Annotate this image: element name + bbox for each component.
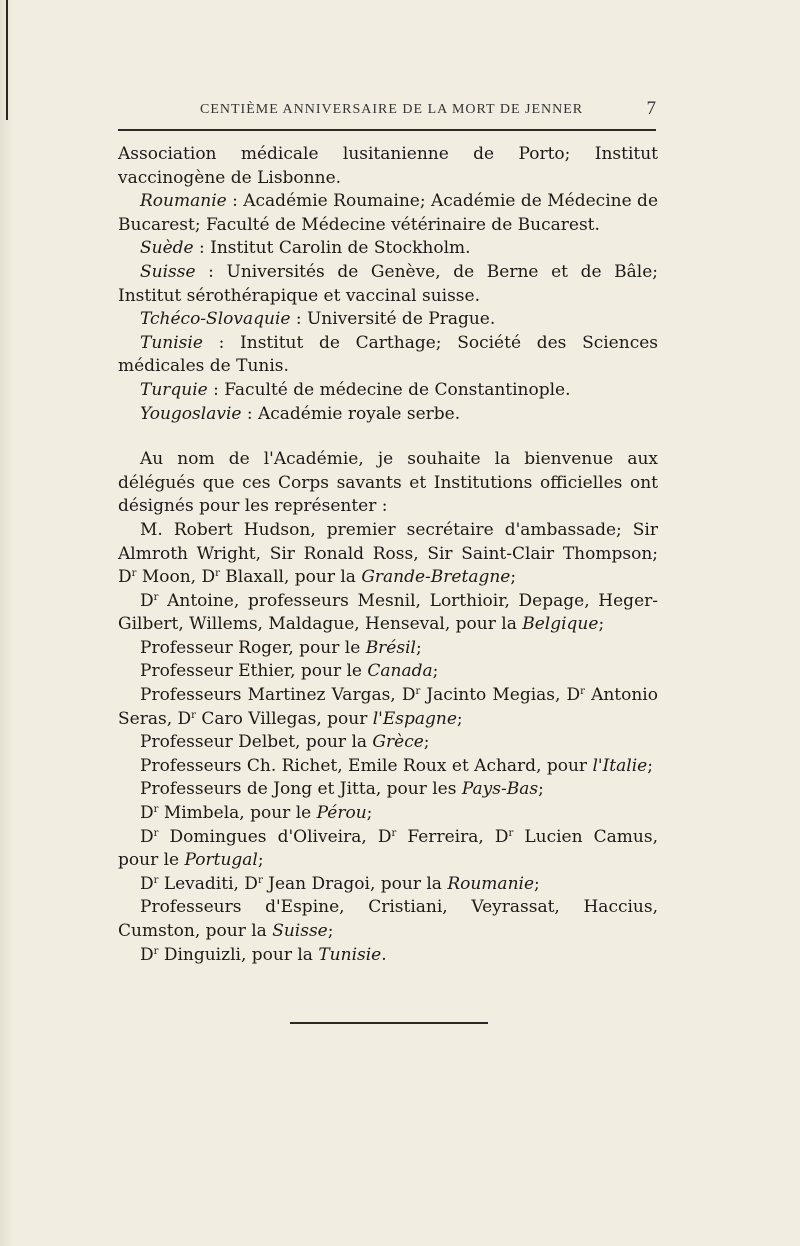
country-name: Belgique [522, 614, 599, 635]
body-text [118, 143, 658, 967]
country-name: Grande-Bretagne [361, 567, 511, 588]
country-name: Turquie [140, 379, 208, 400]
country-name: Suisse [140, 261, 196, 282]
country-name: Roumanie [140, 191, 227, 212]
country-name: l'Italie [592, 755, 648, 776]
paragraph: Association médicale lusitanienne de Porto; Institut vaccinogène de Lisbonne. [118, 144, 658, 188]
country-name: Brésil [365, 637, 416, 658]
intro-paragraph: Au nom de l'Académie, je souhaite la bienvenue aux délégués que ces Corps savants et Institutions officielles ont désignés pour les représenter : [118, 449, 658, 517]
country-name: Pérou [316, 803, 367, 824]
country-name: Tunisie [318, 944, 382, 965]
country-name: Canada [367, 661, 433, 682]
delegate-entry: M. Robert Hudson, premier secrétaire d'ambassade; Sir Almroth Wright, Sir Ronald Ross, Sir Saint-Clair Thompson; $D^r$ Moon, $D^r$ Blaxall, pour la Grande-Bretagne; [118, 519, 658, 588]
country-name: Portugal [184, 850, 258, 871]
page-edge [0, 0, 14, 1246]
delegate-entry: Professeur Roger, pour le Brésil; [140, 637, 422, 658]
country-name: Pays-Bas [461, 779, 539, 800]
delegate-entry: Professeurs Martinez Vargas, $D^r$ Jacinto Megias, $D^r$ Antonio Seras, $D^r$ Caro Villegas, pour l'Espagne; [118, 685, 658, 729]
country-name: l'Espagne [372, 708, 457, 729]
country-name: Tchéco-Slovaquie [140, 309, 291, 330]
country-name: Yougoslavie [140, 403, 242, 424]
binding-edge-line [6, 0, 8, 120]
country-name: Roumanie [447, 873, 535, 894]
country-name: Tunisie [140, 332, 203, 353]
country-entry: Suisse : Universités de Genève, de Berne et de Bâle; Institut sérothérapique et vaccinal suisse. [118, 261, 658, 306]
delegate-entry: $D^r$ Mimbela, pour le Pérou; [140, 803, 373, 824]
delegate-entry: $D^r$ Levaditi, $D^r$ Jean Dragoi, pour la Roumanie; [140, 873, 540, 894]
country-entry: Tchéco-Slovaquie : Université de Prague. [140, 309, 496, 330]
country-name: Suède [140, 238, 194, 259]
delegate-entry: Professeurs d'Espine, Cristiani, Veyrassat, Haccius, Cumston, pour la Suisse; [118, 897, 658, 941]
delegate-entry: Professeurs Ch. Richet, Emile Roux et Achard, pour l'Italie; [140, 755, 653, 776]
delegate-entry: $D^r$ Domingues d'Oliveira, $D^r$ Ferreira, $D^r$ Lucien Camus, pour le Portugal; [118, 826, 659, 871]
country-entry: Yougoslavie : Académie royale serbe. [140, 403, 461, 424]
delegate-entry: $D^r$ Dinguizli, pour la Tunisie. [140, 944, 387, 965]
delegate-entry: Professeur Ethier, pour le Canada; [140, 661, 439, 682]
delegate-entry: Professeur Delbet, pour la Grèce; [140, 732, 430, 753]
country-entry: Roumanie : Académie Roumaine; Académie de Médecine de Bucarest; Faculté de Médecine vétérinaire de Bucarest. [118, 191, 658, 235]
page-number: 7 [646, 98, 656, 119]
delegate-entry: Professeurs de Jong et Jitta, pour les Pays-Bas; [140, 779, 544, 800]
country-entry: Turquie : Faculté de médecine de Constantinople. [140, 379, 571, 400]
country-name: Grèce [372, 732, 424, 753]
country-entry: Suède : Institut Carolin de Stockholm. [140, 238, 471, 259]
country-name: Suisse [272, 921, 328, 941]
header-rule [118, 129, 656, 131]
running-head: CENTIÈME ANNIVERSAIRE DE LA MORT DE JENNER [200, 102, 584, 117]
delegate-entry: $D^r$ Antoine, professeurs Mesnil, Lorthioir, Depage, Heger-Gilbert, Willems, Maldague, Henseval, pour la Belgique; [118, 590, 658, 635]
end-rule [290, 1022, 488, 1024]
page-header [118, 98, 656, 122]
country-entry: Tunisie : Institut de Carthage; Société des Sciences médicales de Tunis. [118, 332, 658, 377]
